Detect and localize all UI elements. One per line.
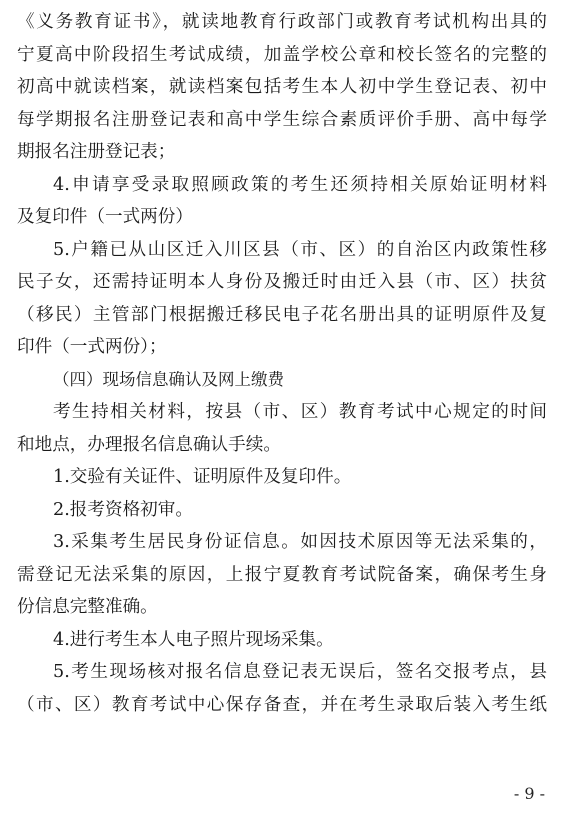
text-line: 及复印件（一式两份） xyxy=(17,207,193,227)
text-line: 宁夏高中阶段招生考试成绩，加盖学校公章和校长签名的完整的 xyxy=(17,44,547,65)
document-body xyxy=(17,6,547,721)
text-line: （市、区）教育考试中心保存备查，并在考生录取后装入考生纸 xyxy=(17,694,547,715)
text-line: 和地点，办理报名信息确认手续。 xyxy=(17,434,281,455)
text-line: 印件（一式两份）； xyxy=(17,337,167,357)
text-line: 需登记无法采集的原因，上报宁夏教育考试院备案，确保考生身 xyxy=(17,564,547,585)
text-line: 5.考生现场核对报名信息登记表无误后，签名交报考点，县 xyxy=(53,662,547,682)
section-heading: （四）现场信息确认及网上缴费 xyxy=(53,369,284,389)
text-line: 3.采集考生居民身份证信息。如因技术原因等无法采集的， xyxy=(53,532,547,552)
page-number: - 9 - xyxy=(513,784,545,803)
text-line: 考生持相关材料，按县（市、区）教育考试中心规定的时间 xyxy=(53,402,547,422)
text-line: 5.户籍已从山区迁入川区县（市、区）的自治区内政策性移 xyxy=(53,239,547,260)
text-line: 4.进行考生本人电子照片现场采集。 xyxy=(53,629,334,650)
text-line: 每学期报名注册登记表和高中学生综合素质评价手册、高中每学 xyxy=(17,109,547,130)
text-line: 份信息完整准确。 xyxy=(17,597,158,617)
text-line: 初高中就读档案，就读档案包括考生本人初中学生登记表、初中 xyxy=(17,77,547,97)
text-line: 1.交验有关证件、证明原件及复印件。 xyxy=(53,467,352,487)
text-line: 民子女，还需持证明本人身份及搬迁时由迁入县（市、区）扶贫 xyxy=(17,272,547,292)
text-line: 4.申请享受录取照顾政策的考生还须持相关原始证明材料 xyxy=(53,174,547,195)
text-line: 《义务教育证书》，就读地教育行政部门或教育考试机构出具的 xyxy=(17,12,547,32)
text-line: 2.报考资格初审。 xyxy=(53,499,193,520)
text-line: 期报名注册登记表； xyxy=(17,142,176,162)
text-line: （移民）主管部门根据搬迁移民电子花名册出具的证明原件及复 xyxy=(17,304,547,325)
